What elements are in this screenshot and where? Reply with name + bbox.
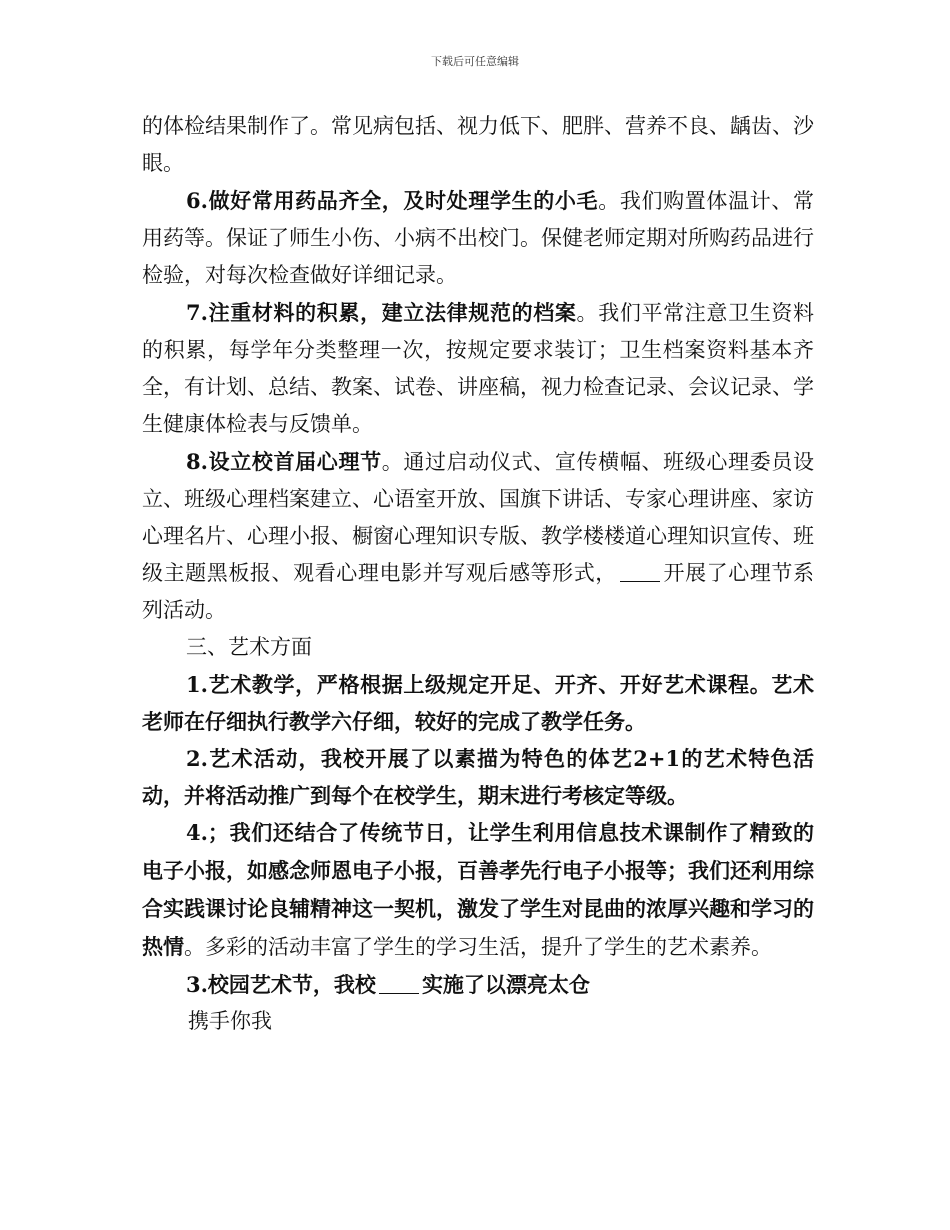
page-header: 下载后可任意编辑	[431, 55, 519, 68]
item-8-heading: 8.设立校首届心理节	[186, 449, 382, 474]
item-8-body-part1: 。通过启动仪式、宣传横幅、班级心理委员设立、班级心理档案建立、心语室开放、国旗下讲话、专家心理讲座、家访心理名片、心理小报、橱窗心理知识专版、教学楼楼道心理知识宣传、班级主题黑板报、观看心理电影并写观后感等形式，	[142, 450, 814, 585]
fill-in-blank	[379, 975, 419, 994]
item-6-body: 。我们购置体温计、常用药等。保证了师生小伤、小病不出校门。保健老师定期对所购药品进行检验，对每次检查做好详细记录。	[142, 189, 815, 287]
art-3-part2: 实施了以漂亮太仓	[421, 972, 590, 997]
document-body	[142, 108, 814, 1040]
section-heading-art: 三、艺术方面	[186, 635, 312, 659]
item-8-body-part2: 开展了心理节系列活动。	[142, 561, 815, 622]
paragraph-art-2: 2.艺术活动，我校开展了以素描为特色的体艺2+1的艺术特色活动，并将活动推广到每个在校学生，期末进行考核定等级。	[142, 746, 814, 808]
paragraph-item-6	[142, 182, 814, 294]
paragraph-continued: 的体检结果制作了。常见病包括、视力低下、肥胖、营养不良、龋齿、沙眼。	[142, 114, 814, 175]
fill-in-blank	[620, 563, 660, 582]
paragraph-art-4	[142, 814, 814, 966]
item-7-body: 。我们平常注意卫生资料的积累，每学年分类整理一次，按规定要求装订；卫生档案资料基本齐全，有计划、总结、教案、试卷、讲座稿，视力检查记录、会议记录、学生健康体检表与反馈单。	[142, 301, 815, 436]
paragraph-art-1: 1.艺术教学，严格根据上级规定开足、开齐、开好艺术课程。艺术老师在仔细执行教学六仔细，较好的完成了教学任务。	[142, 672, 814, 734]
item-6-heading: 6.做好常用药品齐全，及时处理学生的小毛	[186, 188, 599, 213]
art-4-bold-text: 4.；我们还结合了传统节日，让学生利用信息技术课制作了精致的电子小报，如感念师恩电子小报，百善孝先行电子小报等；我们还利用综合实践课讨论良辅精神这一契机，激发了学生对昆曲的浓厚兴趣和学习的热情	[142, 820, 814, 959]
paragraph-art-3	[142, 966, 814, 1003]
closing-line: 携手你我	[188, 1009, 272, 1033]
paragraph-item-8	[142, 443, 814, 629]
item-7-heading: 7.注重材料的积累，建立法律规范的档案	[186, 300, 577, 325]
art-4-body: 。多彩的活动丰富了学生的学习生活，提升了学生的艺术素养。	[184, 935, 772, 959]
paragraph-item-7	[142, 294, 814, 443]
art-3-part1: 3.校园艺术节，我校	[186, 972, 376, 997]
